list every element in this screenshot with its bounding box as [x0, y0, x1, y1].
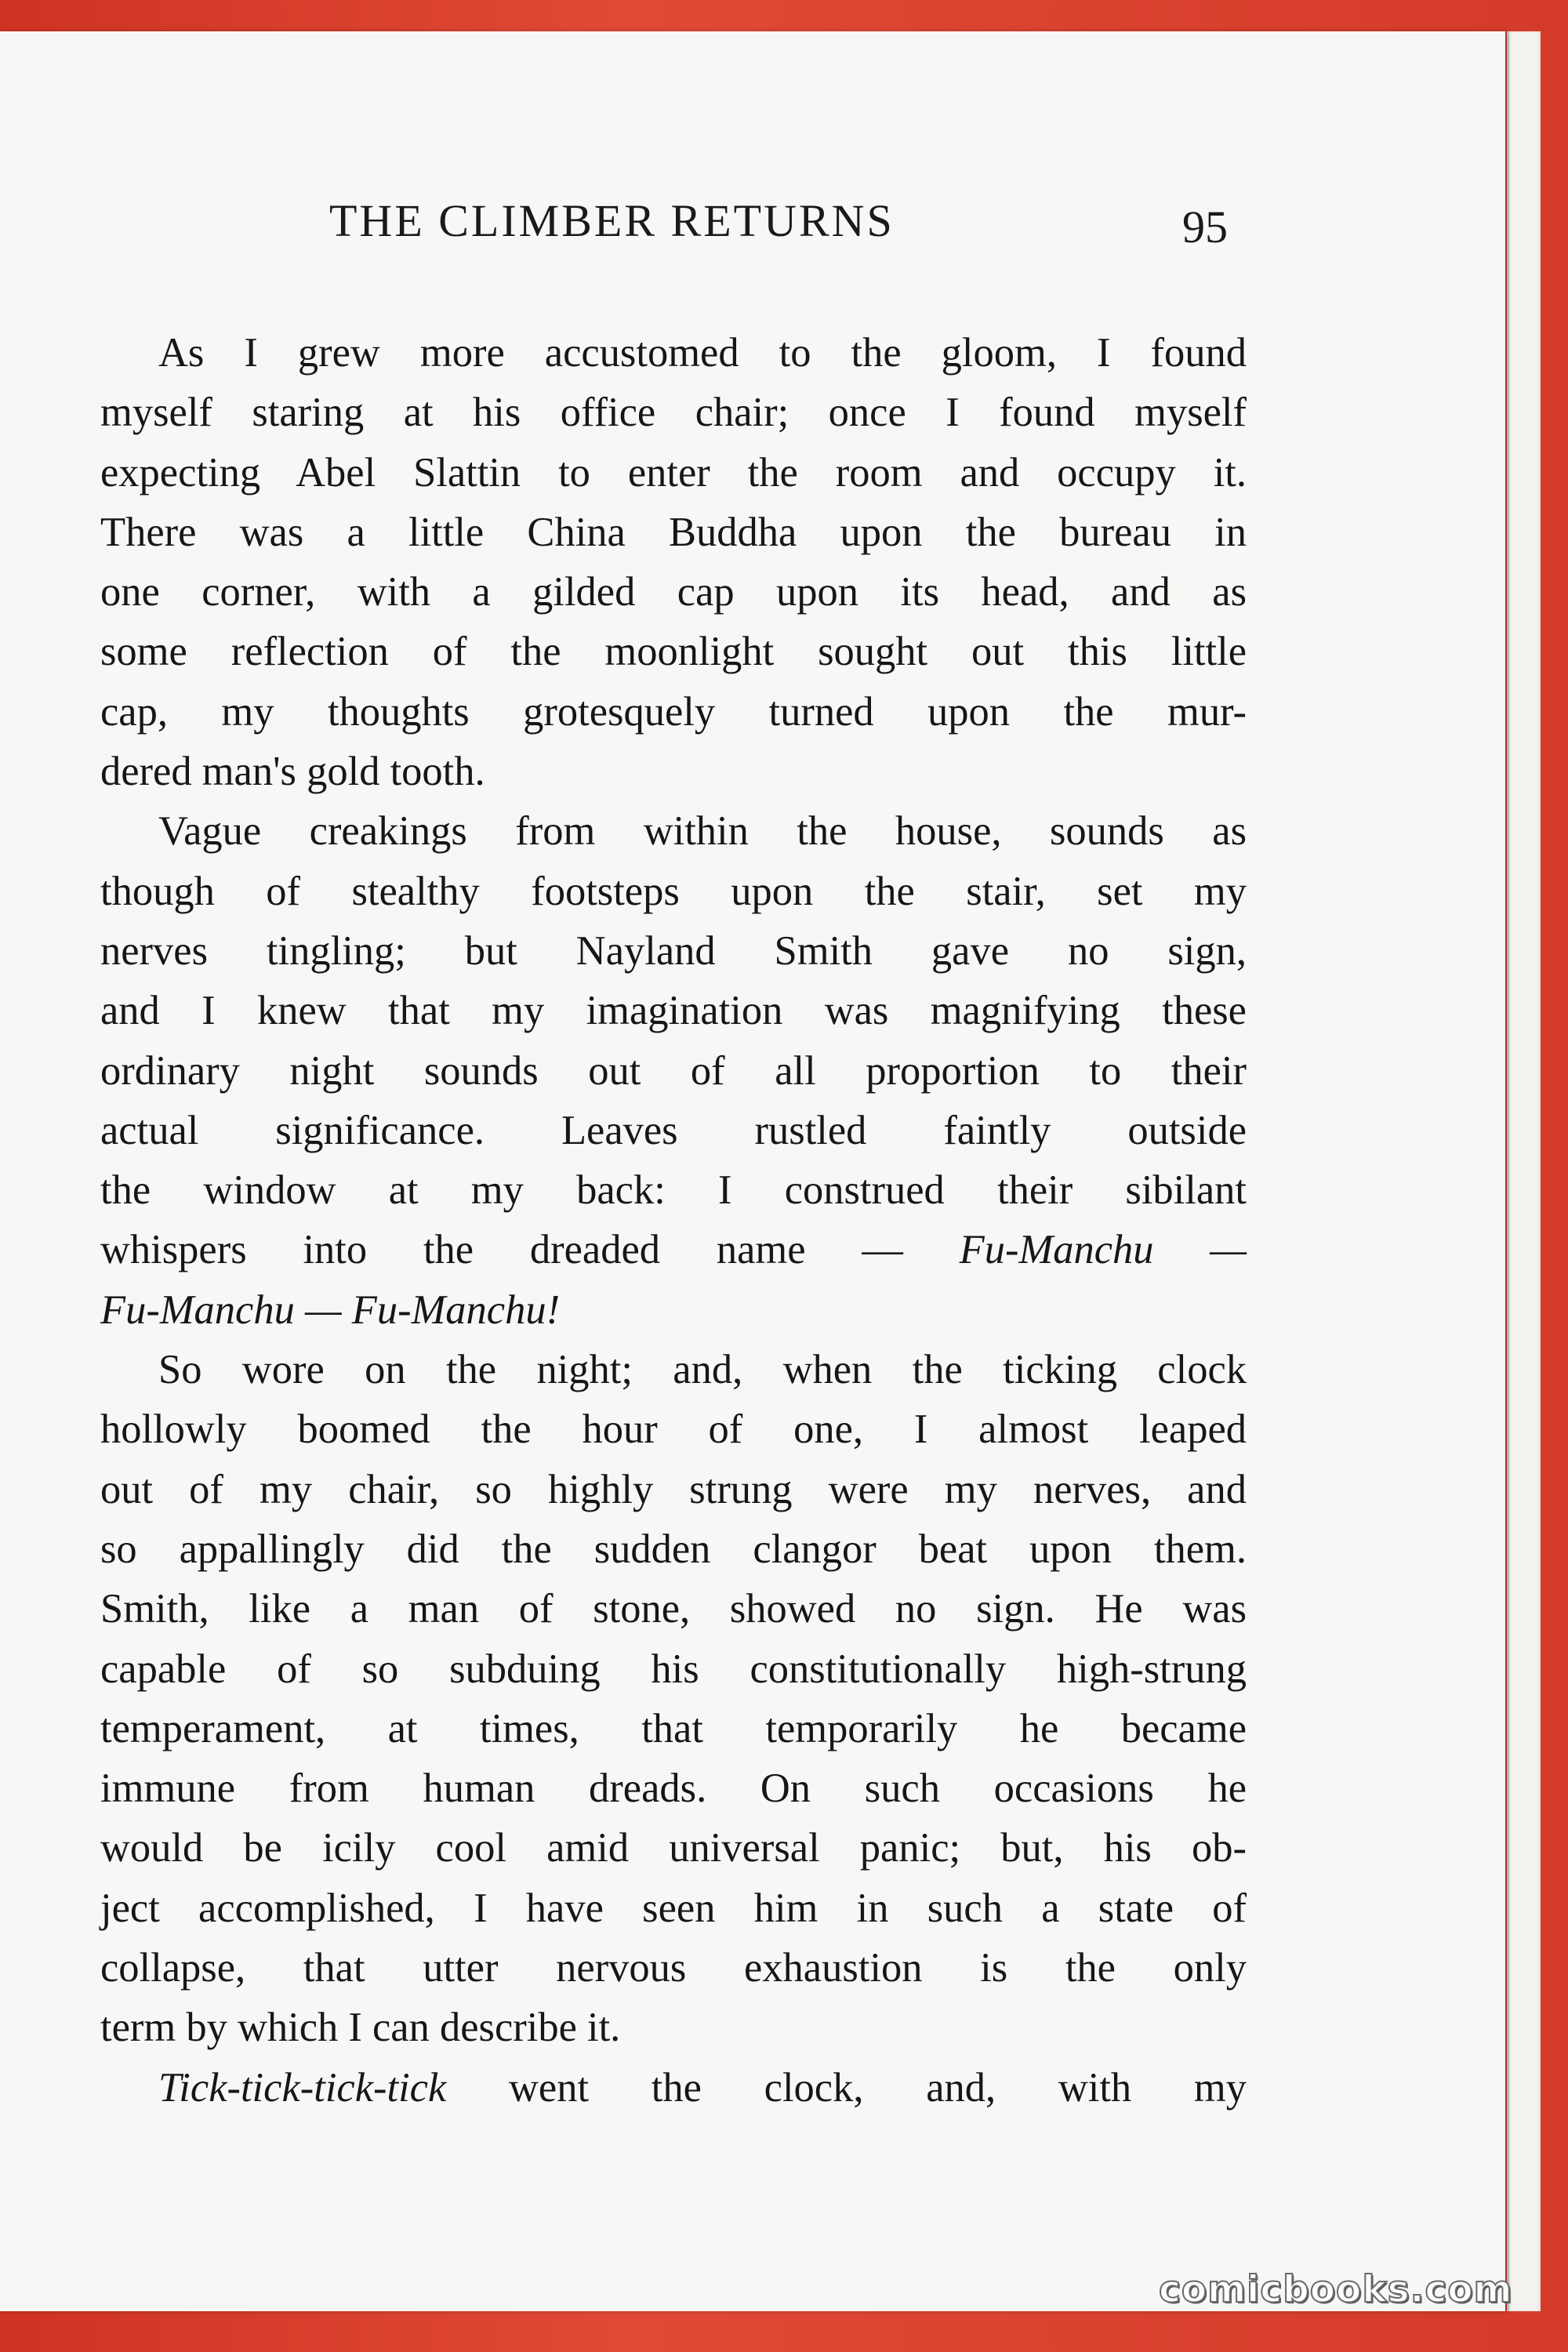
text-line: There was a little China Buddha upon the bureau in: [100, 509, 1247, 555]
text-line: dered man's gold tooth.: [100, 749, 485, 795]
text-line: and I knew that my imagination was magnifying these: [100, 988, 1247, 1034]
text-line: expecting Abel Slattin to enter the room and occupy it.: [100, 449, 1247, 495]
text-line: would be icily cool amid universal panic; but, his ob-: [100, 1825, 1247, 1871]
italic-name: Fu-Manchu — Fu-Manchu!: [100, 1287, 561, 1333]
text-segment: whispers into the dreaded name —: [100, 1227, 960, 1273]
text-line: As I grew more accustomed to the gloom, I found: [158, 330, 1247, 376]
page-edge: [1507, 31, 1541, 2311]
text-line: Vague creakings from within the house, sounds as: [158, 808, 1247, 855]
text-line: immune from human dreads. On such occasions he: [100, 1766, 1247, 1812]
text-line: out of my chair, so highly strung were my nerves, and: [100, 1466, 1247, 1512]
text-line: myself staring at his office chair; once I found myself: [100, 390, 1247, 436]
chapter-title: THE CLIMBER RETURNS: [329, 195, 895, 246]
running-head: [0, 194, 1505, 257]
text-line: ject accomplished, I have seen him in such a state of: [100, 1885, 1247, 1931]
text-line: capable of so subduing his constitutionally high-strung: [100, 1646, 1247, 1692]
body-text: [100, 323, 1247, 2118]
text-line: nerves tingling; but Nayland Smith gave no sign,: [100, 927, 1247, 974]
book-page: [0, 31, 1505, 2311]
text-line: temperament, at times, that temporarily he became: [100, 1705, 1247, 1751]
page-number: 95: [1182, 201, 1228, 252]
text-line: actual significance. Leaves rustled faintly outside: [100, 1107, 1247, 1153]
text-line: So wore on the night; and, when the ticking clock: [158, 1347, 1247, 1393]
text-line: collapse, that utter nervous exhaustion is the only: [100, 1945, 1247, 1991]
text-line: cap, my thoughts grotesquely turned upon the mur-: [100, 688, 1247, 735]
text-line: Smith, like a man of stone, showed no sign. He was: [100, 1586, 1247, 1632]
text-line: the window at my back: I construed their sibilant: [100, 1167, 1247, 1214]
watermark-logo: comicbooks.com: [1159, 2268, 1513, 2311]
text-line: hollowly boomed the hour of one, I almost leaped: [100, 1406, 1247, 1453]
text-line: though of stealthy footsteps upon the stair, set my: [100, 868, 1247, 914]
text-line-mixed: [100, 1220, 1247, 1279]
text-line: so appallingly did the sudden clangor beat upon them.: [100, 1526, 1247, 1572]
text-line: some reflection of the moonlight sought out this little: [100, 629, 1247, 675]
text-line: ordinary night sounds out of all proportion to their: [100, 1047, 1247, 1094]
italic-name: Fu-Manchu —: [959, 1227, 1247, 1273]
text-line: one corner, with a gilded cap upon its head, and as: [100, 569, 1247, 615]
text-segment: went the clock, and, with my: [446, 2064, 1247, 2111]
text-line: term by which I can describe it.: [100, 2005, 621, 2051]
text-line-italic: [100, 1280, 1247, 1340]
italic-sound: Tick-tick-tick-tick: [158, 2064, 447, 2111]
text-line-mixed: [100, 2058, 1247, 2118]
